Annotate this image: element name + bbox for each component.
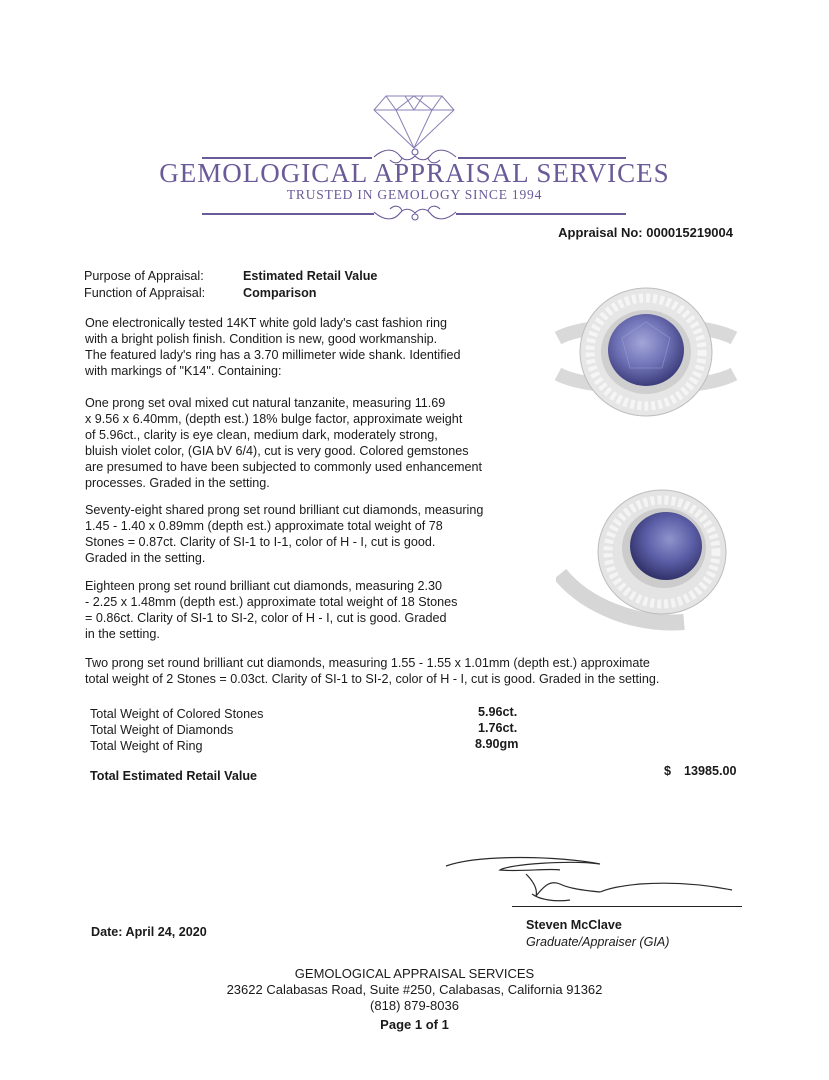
text-line: One prong set oval mixed cut natural tanzanite, measuring 11.69 (85, 396, 446, 410)
total-diamonds-label: Total Weight of Diamonds (90, 723, 234, 737)
text-line: 1.45 - 1.40 x 0.89mm (depth est.) approximate total weight of 78 (85, 519, 443, 534)
appraiser-title: Graduate/Appraiser (GIA) (526, 935, 670, 949)
text-line: x 9.56 x 6.40mm, (depth est.) 18% bulge factor, approximate weight (85, 412, 463, 427)
footer-phone: (818) 879-8036 (370, 998, 459, 1013)
function-label: Function of Appraisal: (84, 286, 206, 300)
footer-address: 23622 Calabasas Road, Suite #250, Calabasas, California 91362 (226, 982, 603, 997)
diamond-logo-icon (372, 92, 456, 150)
text-line: One electronically tested 14KT white gold lady's cast fashion ring (85, 316, 447, 330)
paragraph-18-diamonds (85, 578, 457, 642)
paragraph-tanzanite (85, 395, 482, 492)
bottom-flourish-icon (372, 203, 458, 223)
text-line: of 5.96ct., clarity is eye clean, medium dark, moderately strong, (85, 428, 438, 443)
text-line: processes. Graded in the setting. (85, 476, 270, 491)
ring-angled-view-image (556, 484, 736, 634)
text-line: Stones = 0.87ct. Clarity of SI-1 to I-1, color of H - I, cut is good. (85, 535, 436, 550)
footer-company: GEMOLOGICAL APPRAISAL SERVICES (294, 966, 535, 981)
retail-value-amount: 13985.00 (684, 764, 737, 778)
appraiser-name: Steven McClave (526, 918, 622, 932)
total-ring-label: Total Weight of Ring (90, 739, 203, 753)
currency-symbol: $ (664, 764, 672, 778)
purpose-label: Purpose of Appraisal: (84, 269, 204, 283)
text-line: The featured lady's ring has a 3.70 millimeter wide shank. Identified (85, 348, 461, 363)
total-colored-value: 5.96ct. (478, 705, 518, 719)
appraisal-number: Appraisal No: 000015219004 (558, 225, 733, 240)
text-line: are presumed to have been subjected to commonly used enhancement (85, 460, 482, 475)
paragraph-2-diamonds (85, 655, 659, 687)
retail-value-label: Total Estimated Retail Value (90, 769, 258, 783)
text-line: = 0.86ct. Clarity of SI-1 to SI-2, color of H - I, cut is good. Graded (85, 611, 447, 626)
text-line: bluish violet color, (GIA bV 6/4), cut is very good. Colored gemstones (85, 444, 469, 459)
company-name-header: GEMOLOGICAL APPRAISAL SERVICES (159, 158, 670, 188)
paragraph-ring-description (85, 315, 461, 379)
total-ring-value: 8.90gm (475, 737, 519, 751)
text-line: Graded in the setting. (85, 551, 206, 566)
text-line: in the setting. (85, 627, 160, 642)
paragraph-78-diamonds (85, 502, 483, 566)
total-colored-label: Total Weight of Colored Stones (90, 707, 264, 721)
text-line: Eighteen prong set round brilliant cut diamonds, measuring 2.30 (85, 579, 443, 593)
text-line: with markings of "K14". Containing: (85, 364, 282, 379)
function-value: Comparison (243, 286, 317, 300)
company-tagline: TRUSTED IN GEMOLOGY SINCE 1994 (286, 187, 543, 202)
total-diamonds-value: 1.76ct. (478, 721, 518, 735)
appraiser-signature-image (440, 850, 740, 912)
text-line: - 2.25 x 1.48mm (depth est.) approximate total weight of 18 Stones (85, 595, 458, 610)
header-bottom-rule-left (202, 213, 374, 215)
text-line: Two prong set round brilliant cut diamonds, measuring 1.55 - 1.55 x 1.01mm (depth est.) approximate (85, 656, 650, 670)
text-line: with a bright polish finish. Condition is new, good workmanship. (85, 332, 438, 347)
appraisal-date: Date: April 24, 2020 (91, 925, 207, 939)
text-line: Seventy-eight shared prong set round brilliant cut diamonds, measuring (85, 503, 484, 517)
purpose-value: Estimated Retail Value (243, 269, 378, 283)
page-number: Page 1 of 1 (380, 1017, 449, 1032)
header-bottom-rule-right (456, 213, 626, 215)
ring-top-view-image (552, 278, 740, 418)
signature-line (512, 906, 742, 907)
text-line: total weight of 2 Stones = 0.03ct. Clarity of SI-1 to SI-2, color of H - I, cut is good. Graded in the setting. (85, 672, 660, 687)
